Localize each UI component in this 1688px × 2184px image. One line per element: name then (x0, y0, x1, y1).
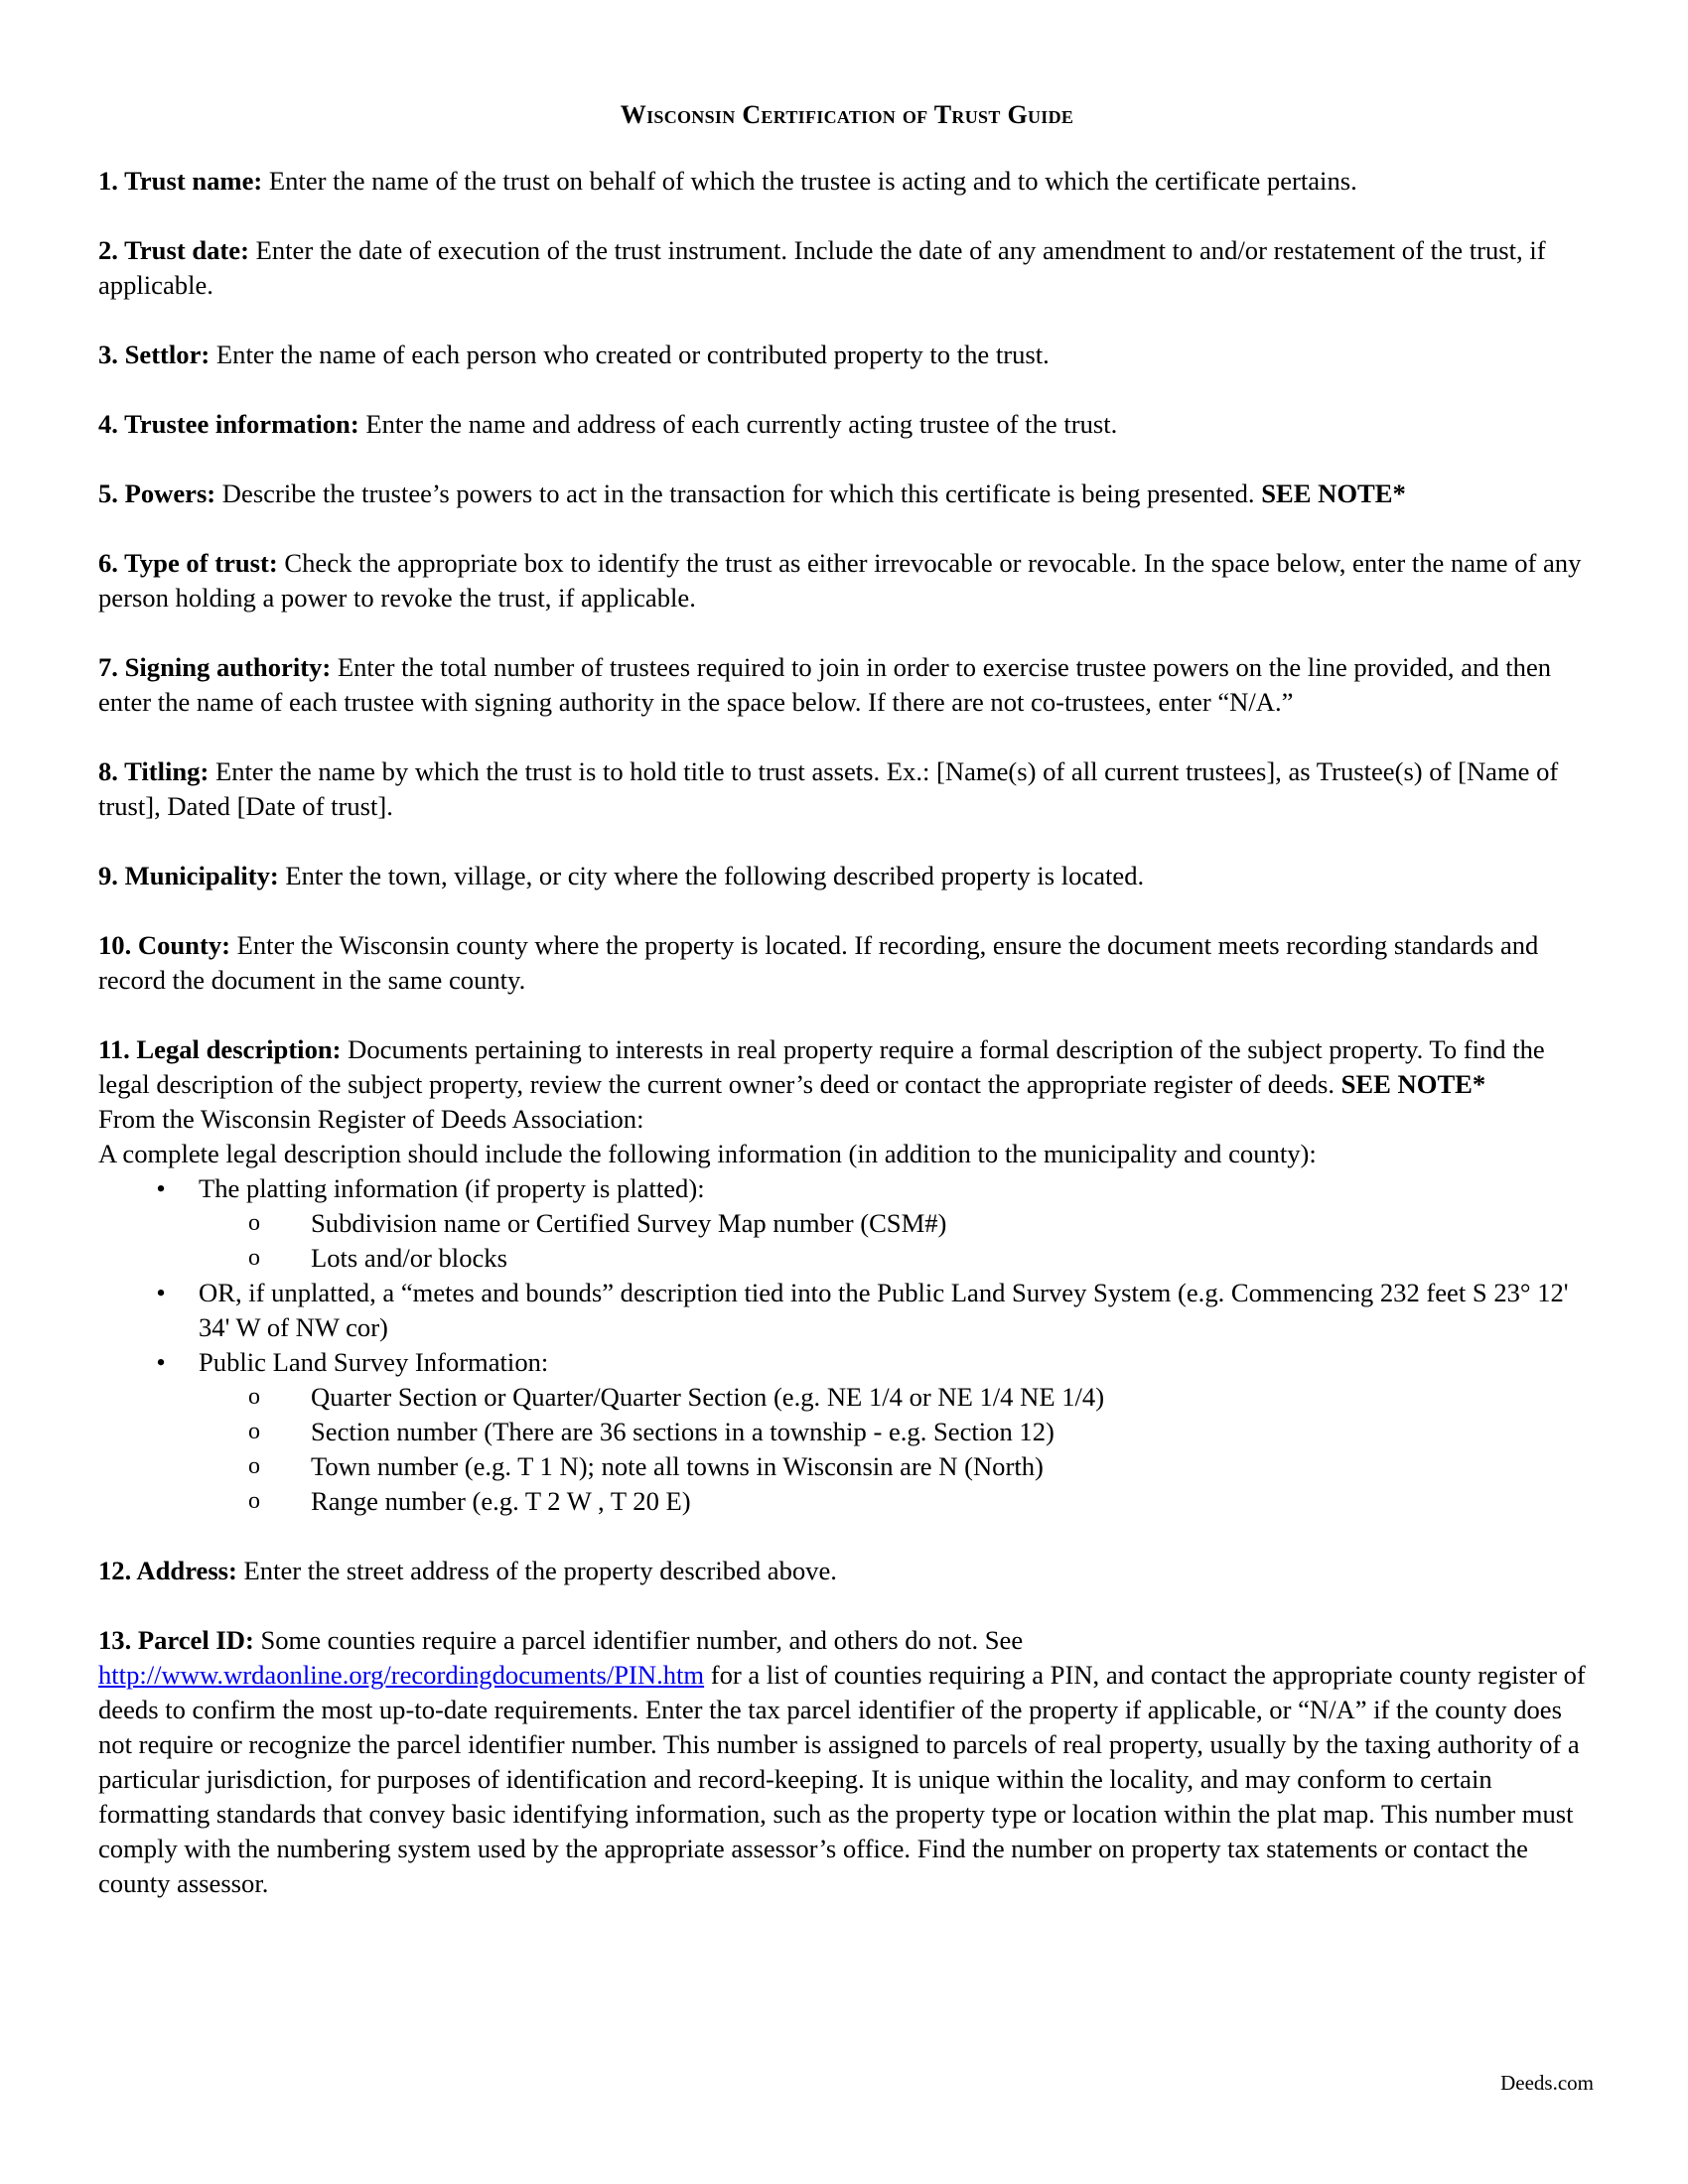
page-title: Wisconsin Certification of Trust Guide (620, 100, 1074, 129)
sub-bullet-text: Section number (There are 36 sections in a township - e.g. Section 12) (311, 1417, 1055, 1446)
see-note: SEE NOTE* (1340, 1069, 1486, 1099)
item-text: Enter the street address of the property described above. (236, 1556, 837, 1585)
item-parcel-id (98, 1623, 1596, 1901)
pin-link[interactable]: http://www.wrdaonline.org/recordingdocuments/PIN.htm (98, 1660, 705, 1690)
list-item (98, 1206, 1596, 1241)
list-item (98, 1449, 1596, 1484)
item-label: 13. Parcel ID: (98, 1625, 254, 1655)
item-titling (98, 754, 1596, 824)
bullet-icon: • (156, 1278, 166, 1307)
item-text: Enter the date of execution of the trust instrument. Include the date of any amendment to and/or restatement of the trust, if applicable. (98, 235, 1546, 300)
item-label: 5. Powers: (98, 478, 216, 508)
item-label: 1. Trust name: (98, 166, 263, 196)
bullet-icon: • (156, 1347, 166, 1377)
item-trustee-information (98, 407, 1596, 442)
item-label: 12. Address: (98, 1556, 237, 1585)
item-text: Enter the name and address of each currently acting trustee of the trust. (358, 409, 1118, 439)
see-note: SEE NOTE* (1261, 478, 1406, 508)
document-page (98, 97, 1596, 1936)
item-label: 8. Titling: (98, 756, 210, 786)
item-municipality (98, 859, 1596, 893)
item-text: for a list of counties requiring a PIN, and contact the appropriate county register of deeds to confirm the most up-to-date requirements. Enter the tax parcel identifier of the property if applicable, or “N/A” if the county does not require or recognize the parcel identifier number. This number is assigned to parcels of real property, usually by the taxing authority of a particular jurisdiction, for purposes of identification and record-keeping. It is unique within the locality, and may conform to certain formatting standards that convey basic identifying information, such as the property type or location within the plat map. This number must comply with the numbering system used by the appropriate assessor’s office. Find the number on property tax statements or contact the county assessor. (98, 1660, 1586, 1898)
item-address (98, 1554, 1596, 1588)
item-powers (98, 477, 1596, 511)
item-text: Enter the town, village, or city where the following described property is located. (278, 861, 1145, 890)
item-settlor (98, 338, 1596, 372)
sub-bullet-text: Lots and/or blocks (311, 1243, 507, 1273)
list-item (98, 1484, 1596, 1519)
item-trust-date (98, 233, 1596, 303)
sub-bullet-text: Quarter Section or Quarter/Quarter Section (e.g. NE 1/4 or NE 1/4 NE 1/4) (311, 1382, 1105, 1412)
bullet-icon: • (156, 1173, 166, 1203)
item-label: 10. County: (98, 930, 230, 960)
list-item (98, 1171, 1596, 1276)
sub-bullet-icon: o (248, 1245, 260, 1271)
item-text: Enter the name of the trust on behalf of which the trustee is acting and to which the certificate pertains. (262, 166, 1357, 196)
sub-bullet-text: Subdivision name or Certified Survey Map number (CSM#) (311, 1208, 947, 1238)
item-text: Some counties require a parcel identifier number, and others do not. See (253, 1625, 1024, 1655)
list-item (98, 1380, 1596, 1415)
sub-list (98, 1380, 1596, 1519)
legal-source-line: From the Wisconsin Register of Deeds Association: (98, 1104, 644, 1134)
list-item (98, 1276, 1596, 1345)
item-type-of-trust (98, 546, 1596, 615)
list-item (98, 1345, 1596, 1519)
item-trust-name (98, 164, 1596, 199)
sub-bullet-icon: o (248, 1210, 260, 1236)
footer-brand: Deeds.com (1500, 2071, 1594, 2095)
item-label: 11. Legal description: (98, 1034, 342, 1064)
item-text: Check the appropriate box to identify the trust as either irrevocable or revocable. In the space below, enter the name of any person holding a power to revoke the trust, if applicable. (98, 548, 1582, 613)
item-text: Documents pertaining to interests in real property require a formal description of the subject property. To find the legal description of the subject property, review the current owner’s deed or contact the appropriate register of deeds. (98, 1034, 1545, 1099)
legal-intro-line: A complete legal description should include the following information (in addition to the municipality and county): (98, 1139, 1317, 1168)
bullet-text: Public Land Survey Information: (199, 1347, 549, 1377)
item-label: 2. Trust date: (98, 235, 249, 265)
item-label: 4. Trustee information: (98, 409, 359, 439)
item-text: Describe the trustee’s powers to act in the transaction for which this certificate is being presented. (215, 478, 1262, 508)
item-text: Enter the Wisconsin county where the property is located. If recording, ensure the document meets recording standards and record the document in the same county. (98, 930, 1539, 995)
bullet-text: OR, if unplatted, a “metes and bounds” description tied into the Public Land Survey System (e.g. Commencing 232 feet S 23° 12' 34' W of NW cor) (199, 1278, 1569, 1342)
sub-bullet-icon: o (248, 1488, 260, 1514)
item-label: 3. Settlor: (98, 340, 211, 369)
list-item (98, 1241, 1596, 1276)
sub-bullet-text: Range number (e.g. T 2 W , T 20 E) (311, 1486, 691, 1516)
sub-bullet-icon: o (248, 1384, 260, 1410)
legal-bullet-list (98, 1171, 1596, 1519)
item-text: Enter the name by which the trust is to hold title to trust assets. Ex.: [Name(s) of all current trustees], as Trustee(s) of [Name of trust], Dated [Date of trust]. (98, 756, 1559, 821)
item-text: Enter the total number of trustees required to join in order to exercise trustee powers on the line provided, and then enter the name of each trustee with signing authority in the space below. If there are not co-trustees, enter “N/A.” (98, 652, 1552, 717)
sub-bullet-icon: o (248, 1419, 260, 1444)
item-label: 7. Signing authority: (98, 652, 332, 682)
bullet-text: The platting information (if property is platted): (199, 1173, 705, 1203)
sub-list (98, 1206, 1596, 1276)
item-label: 9. Municipality: (98, 861, 279, 890)
item-text: Enter the name of each person who created or contributed property to the trust. (210, 340, 1050, 369)
sub-bullet-text: Town number (e.g. T 1 N); note all towns in Wisconsin are N (North) (311, 1451, 1044, 1481)
item-county (98, 928, 1596, 998)
legal-description-text (98, 1032, 1596, 1102)
item-label: 6. Type of trust: (98, 548, 278, 578)
sub-bullet-icon: o (248, 1453, 260, 1479)
list-item (98, 1415, 1596, 1449)
item-signing-authority (98, 650, 1596, 720)
item-legal-description (98, 1032, 1596, 1519)
